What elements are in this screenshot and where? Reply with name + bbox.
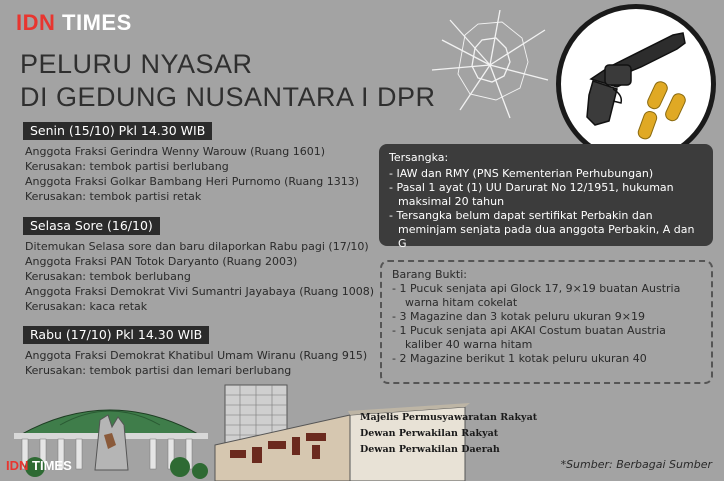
suspect-box xyxy=(379,144,713,250)
brand-logo-bottom xyxy=(6,458,72,473)
evidence-item: - 1 Pucuk senjata api Glock 17, 9×19 buatan Austria warna hitam cokelat xyxy=(392,282,681,309)
source-note: *Sumber: Berbagai Sumber xyxy=(560,458,712,471)
selasa-line-1: Ditemukan Selasa sore dan baru dilaporkan Rabu pagi (17/10) xyxy=(25,240,369,253)
brand-logo xyxy=(16,10,132,36)
revolver-illustration xyxy=(556,4,716,164)
senin-line-2: Kerusakan: tembok partisi berlubang xyxy=(25,160,229,173)
selasa-line-3: Kerusakan: tembok berlubang xyxy=(25,270,191,283)
day-badge-senin: Senin (15/10) Pkl 14.30 WIB xyxy=(23,122,212,140)
evidence-item: - 1 Pucuk senjata api AKAI Costum buatan Austria kaliber 40 warna hitam xyxy=(392,324,666,351)
senin-line-3: Anggota Fraksi Golkar Bambang Heri Purnomo (Ruang 1313) xyxy=(25,175,359,188)
parliament-plaque xyxy=(360,410,537,458)
day-badge-selasa: Selasa Sore (16/10) xyxy=(23,217,160,235)
senin-line-1: Anggota Fraksi Gerindra Wenny Warouw (Ruang 1601) xyxy=(25,145,325,158)
selasa-line-5: Kerusakan: kaca retak xyxy=(25,300,148,313)
evidence-item: - 3 Magazine dan 3 kotak peluru ukuran 9×19 xyxy=(392,310,645,323)
evidence-box xyxy=(380,260,713,384)
suspect-heading: Tersangka: xyxy=(389,151,449,164)
evidence-heading: Barang Bukti: xyxy=(392,268,467,281)
evidence-item: - 2 Magazine berikut 1 kotak peluru ukuran 40 xyxy=(392,352,647,365)
selasa-line-2: Anggota Fraksi PAN Totok Daryanto (Ruang 2003) xyxy=(25,255,298,268)
senin-line-4: Kerusakan: tembok partisi retak xyxy=(25,190,202,203)
brand-bottom-idn: IDN xyxy=(6,458,29,473)
plaque-line-1: Majelis Permusyawaratan Rakyat xyxy=(360,412,538,423)
rabu-line-1: Anggota Fraksi Demokrat Khatibul Umam Wiranu (Ruang 915) xyxy=(25,349,368,362)
selasa-line-4: Anggota Fraksi Demokrat Vivi Sumantri Jayabaya (Ruang 1008) xyxy=(25,285,375,298)
suspect-item: - IAW dan RMY (PNS Kementerian Perhubungan) xyxy=(389,167,654,180)
brand-times: TIMES xyxy=(62,10,132,35)
suspect-item: - Pasal 1 ayat (1) UU Darurat No 12/1951, hukuman maksimal 20 tahun xyxy=(389,181,674,208)
suspect-item: - Tersangka belum dapat sertifikat Perbakin dan meminjam senjata pada dua anggota Perbakin, A dan G xyxy=(389,209,695,250)
plaque-line-3: Dewan Perwakilan Daerah xyxy=(360,444,500,455)
rabu-line-2: Kerusakan: tembok partisi dan lemari berlubang xyxy=(25,364,292,377)
brand-idn: IDN xyxy=(16,10,56,35)
plaque-line-2: Dewan Perwakilan Rakyat xyxy=(360,428,499,439)
page-title xyxy=(20,48,436,114)
title-line-1: PELURU NYASAR xyxy=(20,49,253,79)
glass-crack-icon xyxy=(430,10,550,120)
day-badge-rabu: Rabu (17/10) Pkl 14.30 WIB xyxy=(23,326,209,344)
revolver-icon xyxy=(561,9,711,159)
title-line-2: DI GEDUNG NUSANTARA I DPR xyxy=(20,82,436,112)
brand-bottom-times: TIMES xyxy=(32,458,72,473)
